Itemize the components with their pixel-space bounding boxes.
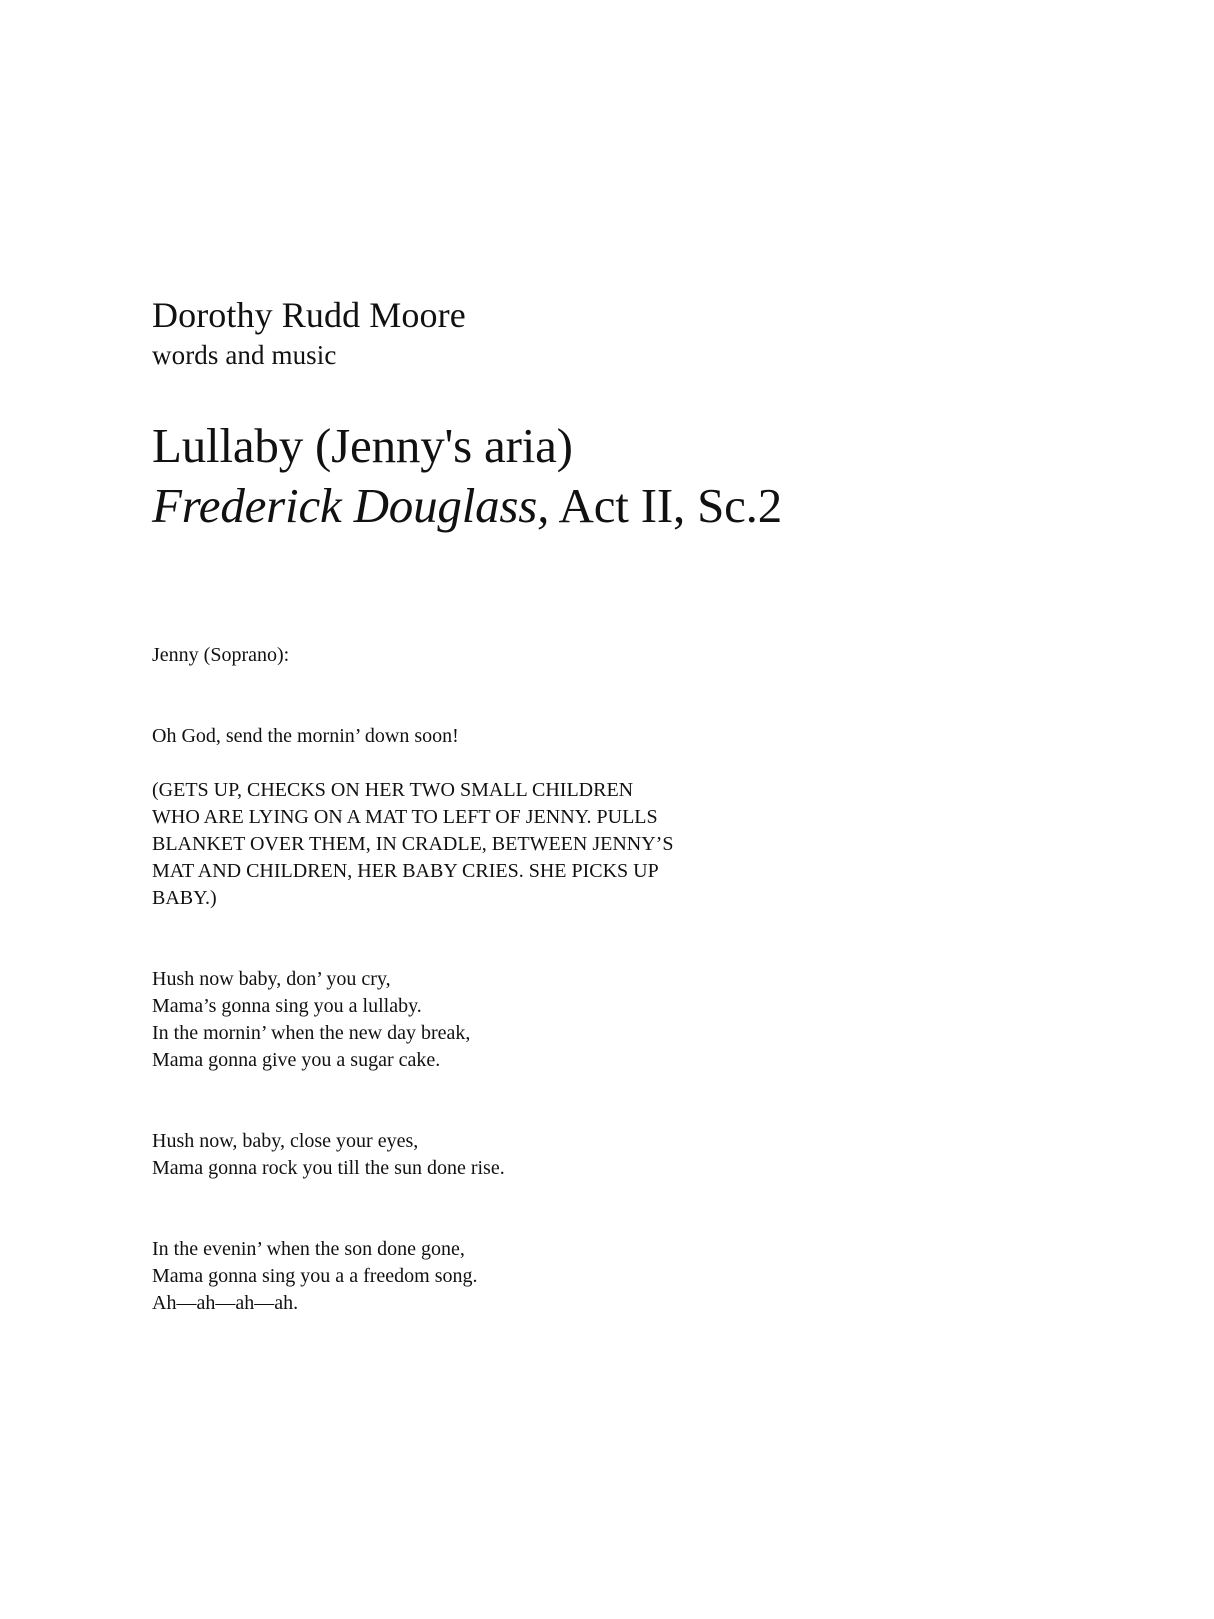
lyric-line: Ah—ah—ah—ah.	[152, 1292, 299, 1314]
lyric-line: Oh God, send the mornin’ down soon!	[152, 725, 459, 747]
stage-direction-line: BLANKET OVER THEM, IN CRADLE, BETWEEN JENNY’S	[152, 833, 674, 855]
scene-reference: Act II, Sc.2	[549, 478, 783, 533]
stage-direction-line: BABY.)	[152, 887, 217, 909]
lyric-block-verse-2	[152, 1074, 732, 1182]
lyric-block-verse-1	[152, 912, 732, 1074]
lyric-line: Mama’s gonna sing you a lullaby.	[152, 995, 422, 1017]
opera-title: Frederick Douglass,	[152, 478, 550, 533]
stage-direction-block	[152, 750, 712, 912]
stage-direction-line: WHO ARE LYING ON A MAT TO LEFT OF JENNY. PULLS	[152, 806, 658, 828]
lyric-line: Hush now baby, don’ you cry,	[152, 968, 391, 990]
lyric-line: In the mornin’ when the new day break,	[152, 1022, 471, 1044]
composer-name: Dorothy Rudd Moore	[152, 295, 466, 335]
work-source	[152, 476, 783, 536]
stage-direction-line: (GETS UP, CHECKS ON HER TWO SMALL CHILDREN	[152, 779, 634, 801]
title-block	[152, 416, 783, 536]
stage-direction-line: MAT AND CHILDREN, HER BABY CRIES. SHE PICKS UP	[152, 860, 659, 882]
lyric-line: In the evenin’ when the son done gone,	[152, 1238, 465, 1260]
page-title: Lullaby (Jenny's aria)	[152, 418, 573, 473]
credit-role: words and music	[152, 340, 337, 370]
lyric-line: Mama gonna rock you till the sun done rise.	[152, 1157, 505, 1179]
voice-label: Jenny (Soprano):	[152, 644, 290, 666]
lyric-block-opening	[152, 669, 732, 750]
document-content	[152, 292, 783, 1317]
lyric-block-verse-3	[152, 1182, 732, 1317]
credits-block	[152, 292, 752, 372]
lyric-line: Mama gonna sing you a a freedom song.	[152, 1265, 478, 1287]
lyric-line: Mama gonna give you a sugar cake.	[152, 1049, 441, 1071]
lyric-line: Hush now, baby, close your eyes,	[152, 1130, 419, 1152]
